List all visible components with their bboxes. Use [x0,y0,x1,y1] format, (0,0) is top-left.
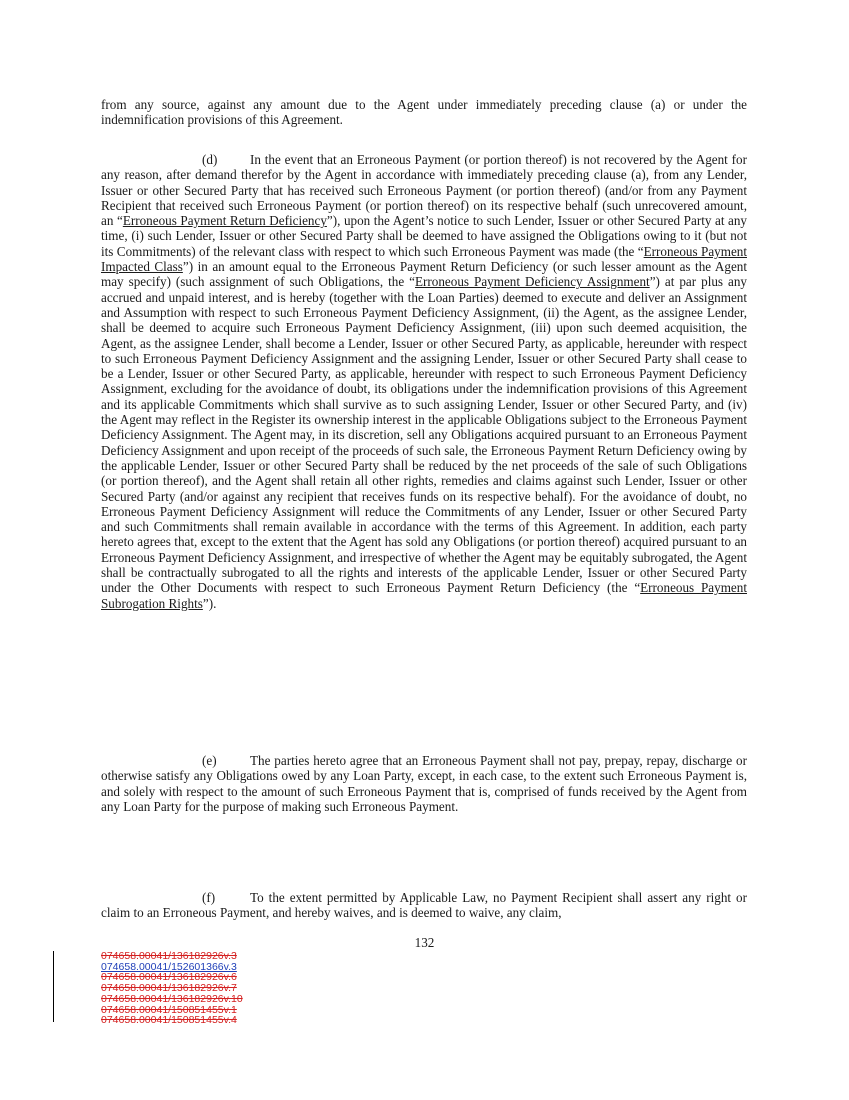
section-d-paragraph [101,152,747,611]
doc-id-deleted: 074658.00041/150851455v.4 [101,1014,237,1027]
doc-id-deleted: 074658.00041/150851455v.1 [101,1003,237,1016]
defined-term-subrogation-rights: Erroneous Payment Subrogation Rights [101,580,747,611]
page-number: 132 [414,935,435,950]
revision-bar [53,951,54,1022]
section-e-paragraph [101,753,747,814]
doc-id-deleted: 074658.00041/136182926v.3 [101,950,237,962]
defined-term-return-deficiency: Erroneous Payment Return Deficiency [122,213,327,229]
section-d-label: (d) [202,152,218,167]
section-f-paragraph [101,890,747,921]
section-d-text-2: ”), upon the Agent’s notice to such Lender, Issuer or other Secured Party at any time, (i) such Lender, Issuer or other Secured Party shall be deemed to have assigned the Obligations owing to it (but not its Commitments) of the relevant class with respect to which such Erroneous Payment was made (the “ [101,213,748,259]
defined-term-impacted-class: Erroneous Payment Impacted Class [101,243,747,275]
doc-id-current: 074658.00041/152601366v.3 [101,960,237,973]
document-id-list [101,951,243,1026]
defined-term-deficiency-assignment: Erroneous Payment Deficiency Assignment [415,274,650,290]
doc-id-deleted: 074658.00041/136182926v.6 [101,971,237,984]
doc-id-deleted: 074658.00041/136182926v.7 [101,982,237,995]
intro-paragraph: from any source, against any amount due to the Agent under immediately preceding clause (a) or under the indemnification provisions of this Agreement. [101,97,747,128]
section-d-text-5: ”). [202,595,217,611]
doc-id-deleted: 074658.00041/136182926v.10 [101,992,243,1005]
section-f-label: (f) [202,890,216,905]
section-d-text-3: ”) in an amount equal to the Erroneous Payment Return Deficiency (or such lesser amount as the Agent may specify) (such assignment of such Obligations, the “ [101,259,747,290]
section-e-label: (e) [202,753,217,768]
section-e-text: The parties hereto agree that an Erroneous Payment shall not pay, prepay, repay, discharge or otherwise satisfy any Obligations owed by any Loan Party, except, in each case, to the extent such Erroneous Payment is, and solely with respect to the amount of such Erroneous Payment that is, comprised of funds received by the Agent from any Loan Party for the purpose of making such Erroneous Payment. [101,753,747,814]
section-d-text-4: ”) at par plus any accrued and unpaid interest, and is hereby (together with the Loan Parties) deemed to execute and deliver an Assignment and Assumption with respect to such Erroneous Payment Deficiency Assignment, (ii) the Agent, as the assignee Lender, shall be deemed to acquire such Erroneous Payment Deficiency Assignment, (iii) upon such deemed acquisition, the Agent, as the assignee Lender, shall become a Lender, Issuer or other Secured Party, as applicable, hereunder with respect to such Erroneous Payment Deficiency Assignment and the assigning Lender, Issuer or other Secured Party shall cease to be a Lender, Issuer or other Secured Party, as applicable, hereunder with respect to such Erroneous Payment Deficiency Assignment, excluding for the avoidance of doubt, its obligations under the indemnification provisions of this Agreement and its applicable Commitments which shall survive as to such assigning Lender, Issuer or other Secured Party, and (iv) the Agent may reflect in the Register its ownership interest in the applicable Obligations subject to the Erroneous Payment Deficiency Assignment. The Agent may, in its discretion, sell any Obligations acquired pursuant to an Erroneous Payment Deficiency Assignment and upon receipt of the proceeds of such sale, the Erroneous Payment Return Deficiency owing by the applicable Lender, Issuer or other Secured Party shall be reduced by the net proceeds of the sale of such Obligations (or portion thereof), and the Agent shall retain all other rights, remedies and claims against such Lender, Issuer or other Secured Party (and/or against any recipient that receives funds on its respective behalf). For the avoidance of doubt, no Erroneous Payment Deficiency Assignment will reduce the Commitments of any Lender, Issuer or other Secured Party and such Commitments shall remain available in accordance with the terms of this Agreement. In addition, each party hereto agrees that, except to the extent that the Agent has sold any Obligations (or portion thereof) acquired pursuant to an Erroneous Payment Deficiency Assignment, and irrespective of whether the Agent may be equitably subrogated, the Agent shall be contractually subrogated to all the rights and interests of the applicable Lender, Issuer or other Secured Party under the Other Documents with respect to such Erroneous Payment Return Deficiency (the “ [101,274,748,596]
section-d-text-1: In the event that an Erroneous Payment (or portion thereof) is not recovered by the Agent for any reason, after demand therefor by the Agent in accordance with immediately preceding clause (a), from any Lender, Issuer or other Secured Party that has received such Erroneous Payment (or portion thereof) (and/or from any Payment Recipient that received such Erroneous Payment (or portion thereof) on its respective behalf (such unrecovered amount, an “ [101,152,747,229]
section-f-text: To the extent permitted by Applicable Law, no Payment Recipient shall assert any right or claim to an Erroneous Payment, and hereby waives, and is deemed to waive, any claim, [101,890,747,921]
